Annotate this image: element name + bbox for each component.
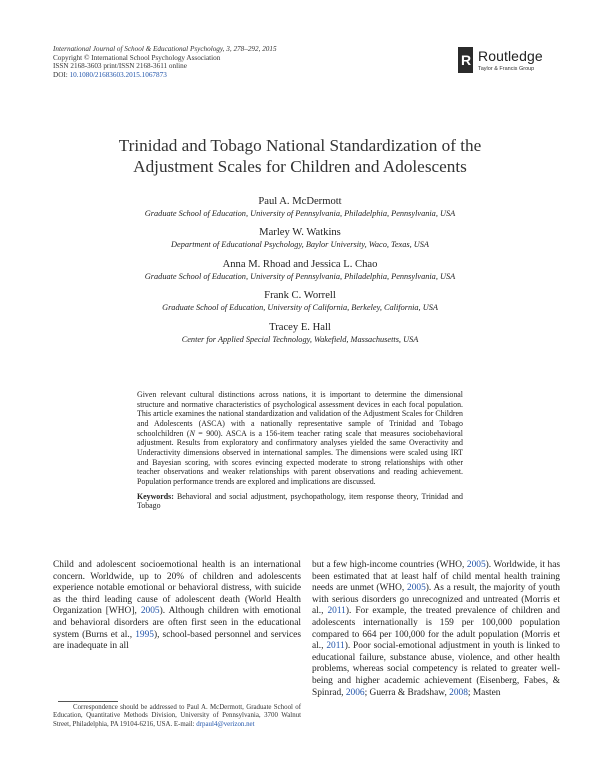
doi-label: DOI: bbox=[53, 70, 68, 79]
abstract bbox=[137, 390, 463, 511]
abstract-text bbox=[137, 390, 463, 487]
keywords bbox=[137, 492, 463, 511]
citation-link[interactable]: 2005 bbox=[407, 583, 426, 594]
footnote-text: Correspondence should be addressed to Paul A. McDermott, Graduate School of Education, Quantitative Methods Division, University of Pennsylvania, 3700 Walnut Street, Philadelphia, PA 19104-6216, USA. E-mail: bbox=[53, 704, 301, 728]
author-list bbox=[60, 196, 540, 353]
author-name: Frank C. Worrell bbox=[264, 290, 336, 302]
author-block bbox=[60, 290, 540, 313]
keywords-list: Behavioral and social adjustment, psychopathology, item response theory, Trinidad and Tobago bbox=[137, 491, 463, 511]
footnote-divider bbox=[58, 701, 118, 702]
journal-info bbox=[53, 45, 277, 79]
body-text: Child and adolescent socioemotional health is an international concern. Worldwide, up to 20% of children and adolescents experience notable emotional or behavioral distress, with suicide as the third leading cause of adolescent death (World Health Organization [WHO], bbox=[53, 560, 301, 617]
author-affiliation: Graduate School of Education, University of California, Berkeley, California, USA bbox=[162, 303, 438, 313]
abstract-text-part: = 900). ASCA is a 156-item teacher rating scale that measures sociobehavioral adjustment. Results from exploratory and confirmatory analyses yielded the same Overactivity and Underactivity dimensions observed in international samples. The dimensions were scaled using IRT and Bayesian scoring, with scores evincing expected moderate to strong relationships with other teacher observations and weaker relationships with parent observations and reading achievement. Population performance trends are explored and implications are discussed. bbox=[137, 428, 463, 486]
abstract-text-part: Given relevant cultural distinctions across nations, it is important to determine the dimensional structure and normative characteristics of psychological assessment devices in each focal population. This article examines the national standardization and validation of the Adjustment Scales for Children and Adolescents (ASCA) with a nationally representative sample of Trinidad and Tobago schoolchildren ( bbox=[137, 390, 463, 438]
keywords-label: Keywords: bbox=[137, 491, 174, 501]
body-text: ). For example, the treated prevalence of children and adolescents internationally is 159 per 100,000 population compared to 664 per 100,000 for the adult population (Morris et al., bbox=[312, 606, 560, 652]
author-name: Tracey E. Hall bbox=[269, 321, 331, 333]
email-link[interactable]: drpaul4@verizon.net bbox=[196, 720, 255, 728]
logo-letter: R bbox=[461, 52, 472, 68]
body-text: ; Masten bbox=[467, 687, 501, 698]
body-column-left bbox=[53, 560, 301, 653]
body-column-right bbox=[312, 560, 560, 699]
author-name: Marley W. Watkins bbox=[259, 227, 341, 239]
citation-link[interactable]: 2005 bbox=[140, 606, 160, 617]
author-name: Paul A. McDermott bbox=[258, 196, 342, 207]
body-text: but a few high-income countries (WHO, bbox=[312, 560, 467, 570]
author-affiliation: Department of Educational Psychology, Baylor University, Waco, Texas, USA bbox=[171, 240, 429, 250]
body-paragraph bbox=[53, 560, 301, 653]
author-block bbox=[60, 322, 540, 345]
author-block bbox=[60, 259, 540, 282]
citation-link[interactable]: 2006 bbox=[345, 687, 365, 698]
author-affiliation: Graduate School of Education, University of Pennsylvania, Philadelphia, Pennsylvania, USA bbox=[144, 271, 456, 281]
body-text: ). Although children with emotional and behavioral disorders are often first seen in the educational system (Burns et al., bbox=[53, 606, 301, 640]
doi-link[interactable]: 10.1080/21683603.2015.1067873 bbox=[69, 70, 167, 79]
correspondence-footnote bbox=[53, 704, 301, 729]
body-paragraph bbox=[312, 560, 560, 699]
title-line-1: Trinidad and Tobago National Standardization of the bbox=[118, 136, 482, 155]
doi-line bbox=[53, 71, 277, 80]
citation-link[interactable]: 2011 bbox=[326, 641, 345, 652]
citation-link[interactable]: 2005 bbox=[466, 560, 486, 570]
sample-size-symbol: N bbox=[189, 428, 195, 438]
body-text: ), school-based personnel and services are inadequate in all bbox=[53, 629, 301, 652]
author-block bbox=[60, 196, 540, 219]
author-affiliation: Center for Applied Special Technology, Wakefield, Massachusetts, USA bbox=[181, 334, 419, 344]
author-block bbox=[60, 227, 540, 250]
publisher-logo[interactable] bbox=[458, 47, 578, 75]
journal-citation: International Journal of School & Educational Psychology, 3, 278–292, 2015 bbox=[53, 45, 277, 53]
body-text: ). As a result, the majority of youth with serious disorders go unrecognized and untreated (Morris et al., bbox=[312, 583, 560, 617]
citation-link[interactable]: 2008 bbox=[449, 687, 468, 698]
author-affiliation: Graduate School of Education, University of Pennsylvania, Philadelphia, Pennsylvania, USA bbox=[144, 209, 456, 218]
body-text: ). Poor social-emotional adjustment in youth is linked to educational failure, substance abuse, violence, and other health problems, whereas social competency is related to greater well-being and higher academic achievement (Eisenberg, Fabes, & Spinrad, bbox=[312, 641, 560, 698]
title-line-2: Adjustment Scales for Children and Adolescents bbox=[133, 156, 467, 176]
citation-link[interactable]: 2011 bbox=[327, 606, 346, 617]
routledge-logo-icon bbox=[458, 47, 473, 73]
author-name: Anna M. Rhoad and Jessica L. Chao bbox=[222, 258, 378, 270]
body-text: ). Worldwide, it has been estimated that at least half of child mental health training needs are unmet (WHO, bbox=[312, 560, 560, 594]
issn-line: ISSN 2168-3603 print/ISSN 2168-3611 online bbox=[53, 62, 187, 71]
body-text: ; Guerra & Bradshaw, bbox=[364, 687, 450, 698]
publisher-name: Routledge bbox=[478, 48, 543, 64]
copyright-line: Copyright © International School Psychology Association bbox=[53, 53, 221, 62]
publisher-group: Taylor & Francis Group bbox=[478, 66, 535, 72]
article-title bbox=[60, 136, 540, 177]
citation-link[interactable]: 1995 bbox=[135, 629, 154, 640]
